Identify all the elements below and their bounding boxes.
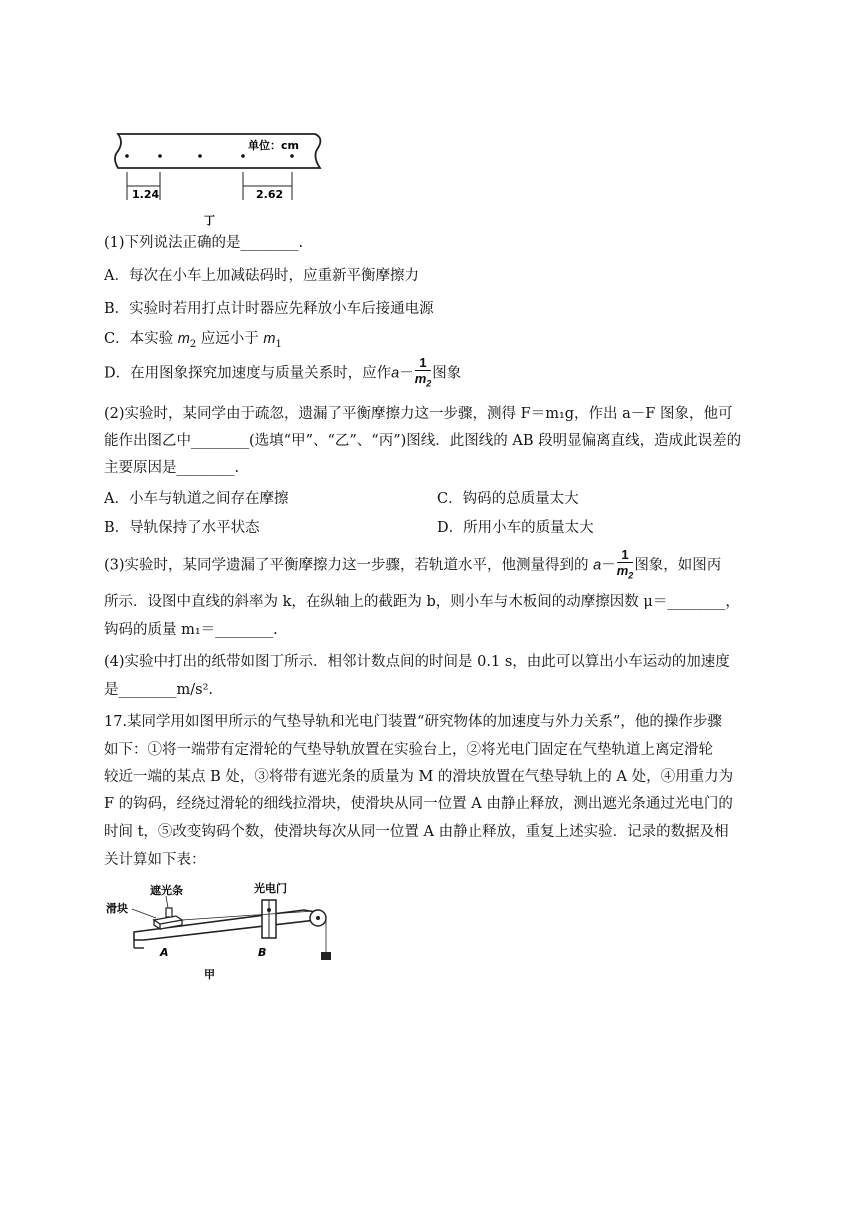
q17-line-3: 较近一端的某点 B 处，③将带有遮光条的质量为 M 的滑块放置在气垫导轨上的 A 处，④用重力为 [104, 769, 734, 785]
label-slider: 滑块 [106, 902, 128, 915]
tape-dot [290, 154, 294, 158]
q3-line-2: 所示．设图中直线的斜率为 k，在纵轴上的截距为 b，则小车与木板间的动摩擦因数 μ＝________， [104, 594, 740, 610]
q2-option-d: D．所用小车的质量太大 [437, 520, 594, 536]
q1-option-c: C．本实验 $m_2$ 应远小于 $m_1$ [104, 331, 282, 350]
q2-line-1: (2)实验时，某同学由于疏忽，遗漏了平衡摩擦力这一步骤，测得 F＝m₁g，作出 a－F 图象，他可 [104, 406, 733, 422]
unit-label: 单位：cm [248, 139, 299, 152]
q2-option-c: C．钩码的总质量太大 [437, 491, 579, 507]
label-shading-strip: 遮光条 [150, 884, 183, 897]
dimension-left: 1.24 [132, 188, 160, 201]
fraction-1-over-m2: $\frac{1}{m_2}$ [414, 355, 432, 389]
hook-weight [321, 952, 331, 960]
air-track-figure [104, 880, 344, 985]
label-photogate: 光电门 [254, 882, 287, 895]
tape-dot [158, 154, 162, 158]
q17-line-6: 关计算如下表： [104, 852, 206, 868]
q17-line-5: 时间 t，⑤改变钩码个数，使滑块每次从同一位置 A 由静止释放，重复上述实验．记录的数据及相 [104, 824, 729, 840]
q2-line-3: 主要原因是________. [104, 460, 240, 476]
q3-line-1: (3)实验时，某同学遗漏了平衡摩擦力这一步骤，若轨道水平，他测量得到的 a－ $\frac{1}{m_2}$ 图象，如图丙 [104, 547, 722, 581]
q2-option-b: B．导轨保持了水平状态 [104, 520, 260, 536]
tape-dot [241, 154, 245, 158]
q1-option-d: D．在用图象探究加速度与质量关系时，应作a－ $\frac{1}{m_2}$ 图象 [104, 355, 462, 389]
q1-option-a: A．每次在小车上加减砝码时，应重新平衡摩擦力 [104, 268, 419, 284]
q17-line-1: 17.某同学用如图甲所示的气垫导轨和光电门装置“研究物体的加速度与外力关系”，他的操作步骤 [104, 714, 722, 730]
q1-stem: (1)下列说法正确的是________. [104, 235, 304, 251]
q2-line-2: 能作出图乙中________(选填“甲”、“乙”、“丙”)图线．此图线的 AB 段明显偏离直线，造成此误差的 [104, 433, 742, 449]
q3-line-3: 钩码的质量 m₁＝________. [104, 622, 278, 638]
q4-line-1: (4)实验中打出的纸带如图丁所示．相邻计数点间的时间是 0.1 s，由此可以算出小车运动的加速度 [104, 654, 730, 670]
q17-line-2: 如下：①将一端带有定滑轮的气垫导轨放置在实验台上，②将光电门固定在气垫轨道上离定滑轮 [104, 742, 713, 758]
label-b: B [258, 946, 267, 959]
q17-line-4: F 的钩码，经绕过滑轮的细线拉滑块，使滑块从同一位置 A 由静止释放，测出遮光条通过光电门的 [104, 796, 733, 812]
figure-caption-jia: 甲 [204, 968, 215, 981]
q2-option-a: A．小车与轨道之间存在摩擦 [104, 491, 289, 507]
fraction-1-over-m2: $\frac{1}{m_2}$ [616, 547, 634, 581]
paper-tape-figure [110, 128, 330, 228]
q1-option-b: B．实验时若用打点计时器应先释放小车后接通电源 [104, 301, 434, 317]
q4-line-2: 是________m/s². [104, 682, 213, 698]
tape-dot [125, 154, 129, 158]
shading-strip [166, 908, 172, 917]
dimension-right: 2.62 [256, 188, 284, 201]
tape-dot [198, 154, 202, 158]
label-a: A [160, 946, 169, 959]
figure-caption-ding: 丁 [204, 214, 215, 227]
